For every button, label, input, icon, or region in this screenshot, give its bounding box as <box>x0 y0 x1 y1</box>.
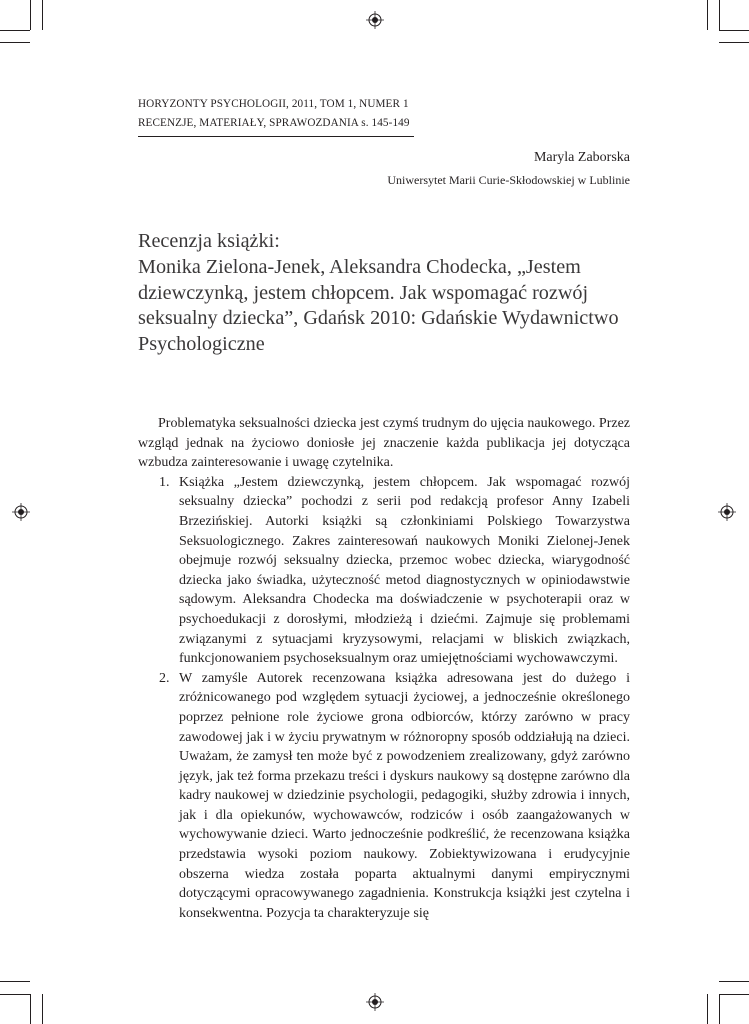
crop-mark-bottom-right-horizontal <box>719 981 749 982</box>
title-line: Monika Zielona-Jenek, Aleksandra Chodecka, „Jestem <box>138 255 581 278</box>
author-name: Maryla Zaborska <box>533 150 630 165</box>
running-header <box>138 95 413 137</box>
article-title <box>138 229 638 358</box>
crop-mark-bottom-left-vertical <box>30 994 31 1024</box>
crop-mark-top-left-horizontal <box>0 42 30 43</box>
section-line <box>138 114 413 133</box>
author-block <box>387 148 630 189</box>
list-item <box>138 669 630 924</box>
title-line: seksualny dziecka”, Gdańsk 2010: Gdańskie Wydawnictwo <box>138 307 619 330</box>
title-line: dziewczynką, jestem chłopcem. Jak wspomagać rozwój <box>138 281 589 304</box>
list-item-number: 1. <box>159 474 170 490</box>
crop-mark-bottom-left-inner-vertical <box>42 994 43 1024</box>
registration-mark-top-icon <box>366 11 384 29</box>
list-item <box>138 473 630 669</box>
registration-mark-bottom-icon <box>366 993 384 1011</box>
journal-line: HORYZONTY PSYCHOLOGII, 2011, TOM 1, NUMER 1 <box>138 98 409 110</box>
list-item-text: Książka „Jestem dziewczynką, jestem chłopcem. Jak wspomagać rozwój seksualny dziecka” pochodzi z serii pod redakcją profesor Anny Izabeli Brzezińskiej. Autorki książki są członkiniami Polskiego Towarzystwa Seksuologicznego. Zakres zainteresowań naukowych Moniki Zielonej-Jenek obejmuje rozwój seksualny dziecka, przemoc wobec dziecka, wiarygodność dziecka jako świadka, użyteczność metod diagnostycznych w opiniodawstwie sądowym. Aleksandra Chodecka ma doświadczenie w psychoterapii oraz w psychoedukacji z dorosłymi, młodzieżą i dziećmi. Zajmuje się problemami związanymi z sytuacjami kryzysowymi, relacjami w bliskich związkach, funkcjonowaniem psychoseksualnym oraz umiejętnościami wychowawczymi. <box>179 474 630 667</box>
header-rule <box>138 136 414 137</box>
crop-mark-bottom-right-inner-vertical <box>719 994 720 1024</box>
title-line: Recenzja książki: <box>138 230 280 252</box>
crop-mark-top-left-vertical <box>30 0 31 30</box>
numbered-list <box>138 473 630 924</box>
crop-mark-top-left-inner-horizontal <box>0 30 30 31</box>
list-item-number: 2. <box>159 670 170 686</box>
crop-mark-top-right-horizontal <box>719 42 749 43</box>
registration-mark-left-icon <box>12 503 30 521</box>
crop-mark-top-right-inner-horizontal <box>719 30 749 31</box>
intro-paragraph: Problematyka seksualności dziecka jest czymś trudnym do ujęcia naukowego. Przez wzgląd jednak na życiowo doniosłe jej znaczenie każda publikacja jej dotycząca wzbudza zainteresowanie i uwagę czytelnika. <box>138 416 630 471</box>
crop-mark-top-right-inner-vertical <box>719 0 720 30</box>
crop-mark-bottom-left-horizontal <box>0 981 30 982</box>
crop-mark-bottom-left-inner-horizontal <box>0 994 30 995</box>
article-body <box>138 414 630 923</box>
section-name: RECENZJE, MATERIAŁY, SPRAWOZDANIA <box>138 117 359 129</box>
crop-mark-bottom-right-inner-horizontal <box>719 994 749 995</box>
author-affiliation: Uniwersytet Marii Curie-Skłodowskiej w Lublinie <box>387 173 630 187</box>
crop-mark-top-right-vertical <box>707 0 708 30</box>
crop-mark-top-left-inner-vertical <box>42 0 43 30</box>
crop-mark-bottom-right-vertical <box>707 994 708 1024</box>
pages-prefix: s. <box>361 117 369 129</box>
page-range: 145-149 <box>371 117 410 129</box>
title-line: Psychologiczne <box>138 333 265 356</box>
list-item-text: W zamyśle Autorek recenzowana książka adresowana jest do dużego i zróżnicowanego pod względem sytuacji życiowej, a jednocześnie określonego poprzez pełnione role życiowe grona odbiorców, którzy zarówno w pracy zawodowej jak i w życiu prywatnym w różnoropny sposób oddziałują na dzieci. Uważam, że zamysł ten może być z powodzeniem zrealizowany, gdyż zarówno język, jak też forma przekazu treści i dyskurs naukowy są dostępne zarówno dla kadry naukowej w dziedzinie psychologii, pedagogiki, służby zdrowia i innych, jak i dla opiekunów, wychowawców, rodziców i osób zaangażowanych w wychowywanie dzieci. Warto jednocześnie podkreślić, że recenzowana książka przedstawia wysoki poziom naukowy. Zobiektywizowana i erudycyjnie obszerna wiedza została poparta aktualnymi danymi empirycznymi dotyczącymi opracowywanego zagadnienia. Konstrukcja książki jest czytelna i konsekwentna. Pozycja ta charakteryzuje się <box>179 670 630 921</box>
registration-mark-right-icon <box>718 503 736 521</box>
